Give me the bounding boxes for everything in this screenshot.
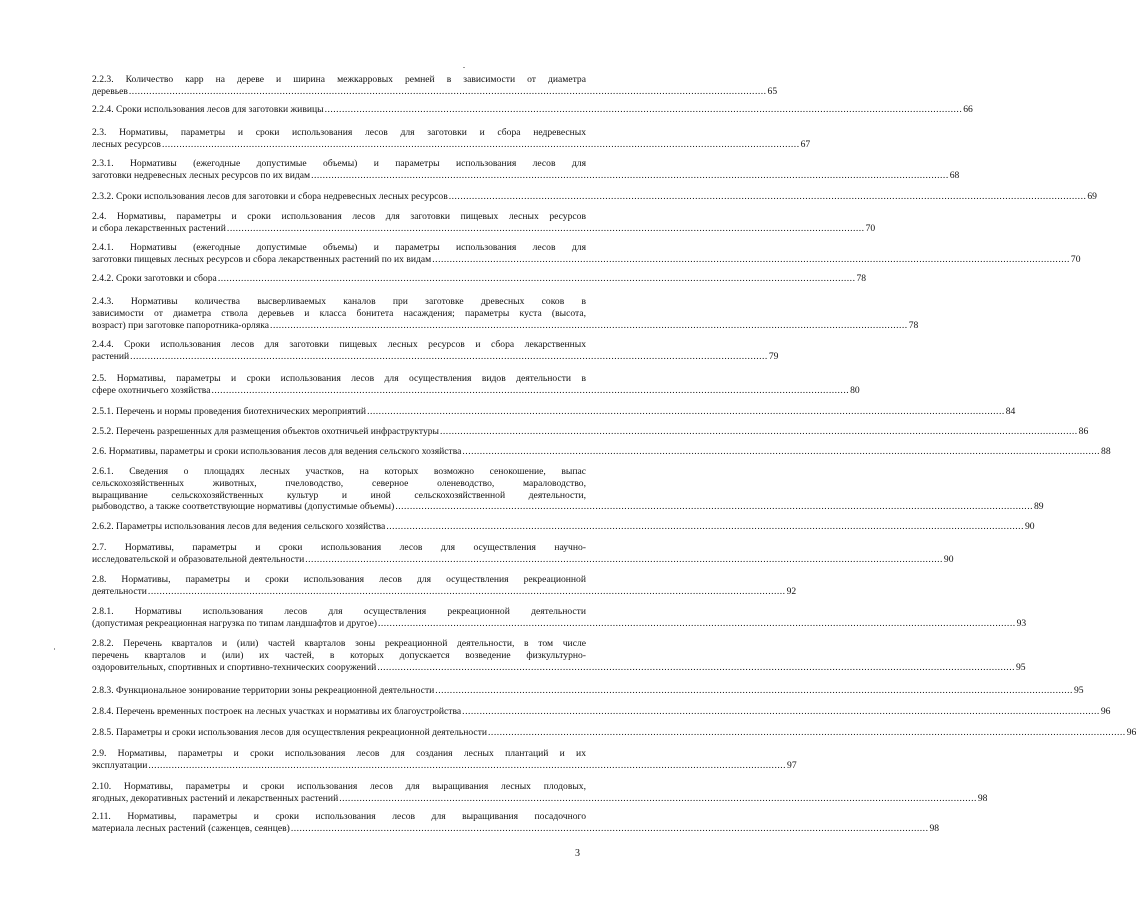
toc-line-last (92, 446, 1111, 458)
toc-entry (92, 406, 1016, 418)
toc-line: 2.9. Нормативы, параметры и сроки использования лесов для создания лесных плантаций и их (92, 748, 586, 759)
dot-leader: ............................................................................................................................................................................................................................ (305, 553, 943, 565)
toc-entry (92, 191, 1097, 203)
toc-line-last (92, 822, 940, 835)
dot-leader: ............................................................................................................................................................................................................................ (367, 406, 1005, 417)
toc-line-last (92, 617, 1027, 630)
toc-line-last (92, 553, 954, 566)
toc-line: зависимости от диаметра ствола деревьев и класса бонитета насаждения; параметры куста (высота, (92, 307, 586, 319)
dot-leader: ............................................................................................................................................................................................................................ (226, 222, 865, 234)
toc-page-number: 78 (908, 319, 919, 331)
toc-page-number: 88 (1101, 446, 1111, 457)
dot-leader: ............................................................................................................................................................................................................................ (395, 501, 1033, 513)
dot-leader: ............................................................................................................................................................................................................................ (128, 85, 767, 97)
toc-line: 2.3.1. Нормативы (ежегодные допустимые объемы) и параметры использования лесов для (92, 158, 586, 169)
toc-entry (92, 296, 919, 331)
dot-leader: ............................................................................................................................................................................................................................ (432, 253, 1070, 265)
toc-line: 2.3.2. Сроки использования лесов для заготовки и сбора недревесных лесных ресурсов (92, 191, 448, 202)
toc-page-number: 68 (949, 169, 960, 181)
scan-speck (463, 67, 465, 68)
toc-line: деятельности (92, 585, 147, 597)
dot-leader: ............................................................................................................................................................................................................................ (311, 169, 949, 181)
toc-entry (92, 748, 797, 772)
toc-line-last (92, 406, 1016, 418)
dot-leader: ............................................................................................................................................................................................................................ (462, 446, 1101, 457)
dot-leader: ............................................................................................................................................................................................................................ (324, 104, 963, 115)
toc-line: эксплуатации (92, 759, 148, 771)
toc-page-number: 86 (1078, 426, 1089, 437)
dot-leader: ............................................................................................................................................................................................................................ (339, 792, 977, 804)
toc-line: 2.2.4. Сроки использования лесов для заготовки живицы (92, 104, 324, 115)
toc-line: 2.5.1. Перечень и нормы проведения биотехнических мероприятий (92, 406, 367, 417)
toc-line: оздоровительных, спортивных и спортивно-технических сооружений (92, 661, 377, 673)
toc-page-number: 80 (850, 384, 860, 396)
toc-line-last (92, 521, 1035, 533)
toc-line: 2.5.2. Перечень разрешенных для размещения объектов охотничьей инфраструктуры (92, 426, 439, 437)
dot-leader: ............................................................................................................................................................................................................................ (440, 426, 1078, 437)
toc-line: 2.8.5. Параметры и сроки использования лесов для осуществления рекреационной деятельности (92, 727, 488, 738)
toc-line-last (92, 222, 876, 235)
toc-entry (92, 74, 778, 98)
dot-leader: ............................................................................................................................................................................................................................ (488, 727, 1126, 738)
toc-line: и сбора лекарственных растений (92, 222, 226, 234)
toc-entry (92, 466, 1044, 513)
dot-leader: ............................................................................................................................................................................................................................ (377, 661, 1015, 673)
dot-leader: ............................................................................................................................................................................................................................ (462, 706, 1100, 717)
toc-line: 2.8.1. Нормативы использования лесов для осуществления рекреационной деятельности (92, 606, 586, 617)
dot-leader: ............................................................................................................................................................................................................................ (290, 822, 929, 834)
toc-entry (92, 727, 1136, 739)
toc-line-last (92, 104, 973, 116)
toc-page-number: 98 (929, 822, 940, 834)
toc-page-number: 78 (856, 273, 867, 284)
toc-line: 2.6.2. Параметры использования лесов для ведения сельского хозяйства (92, 521, 386, 532)
toc-line-last (92, 384, 860, 397)
toc-line: материала лесных растений (саженцев, сеянцев) (92, 822, 290, 834)
toc-line: 2.8.3. Функциональное зонирование территории зоны рекреационной деятельности (92, 685, 435, 696)
toc-page-number: 70 (865, 222, 876, 234)
toc-line-last (92, 253, 1081, 266)
toc-entry (92, 127, 811, 151)
dot-leader: ............................................................................................................................................................................................................................ (161, 138, 800, 150)
dot-leader: ............................................................................................................................................................................................................................ (217, 273, 856, 284)
toc-line: деревьев (92, 85, 128, 97)
toc-entry (92, 242, 1081, 266)
toc-page-number: 97 (787, 759, 797, 771)
toc-line-last (92, 138, 811, 151)
toc-page-number: 67 (800, 138, 811, 150)
toc-entry (92, 104, 973, 116)
dot-leader: ............................................................................................................................................................................................................................ (386, 521, 1024, 532)
dot-leader: ............................................................................................................................................................................................................................ (435, 685, 1073, 696)
toc-entry (92, 638, 1026, 673)
toc-page-number: 90 (1024, 521, 1035, 532)
toc-entry (92, 706, 1111, 718)
toc-entry (92, 542, 954, 566)
toc-line-last (92, 191, 1097, 203)
toc-page-number: 69 (1087, 191, 1097, 202)
toc-line: 2.7. Нормативы, параметры и сроки использования лесов для осуществления научно- (92, 542, 586, 553)
toc-entry (92, 606, 1027, 630)
dot-leader: ............................................................................................................................................................................................................................ (130, 350, 768, 362)
toc-entry (92, 158, 960, 182)
toc-entry (92, 685, 1084, 697)
toc-line: 2.3. Нормативы, параметры и сроки использования лесов для заготовки и сбора недревесных (92, 127, 586, 138)
toc-line-last (92, 661, 1026, 674)
toc-line: сфере охотничьего хозяйства (92, 384, 211, 396)
toc-page-number: 95 (1073, 685, 1084, 696)
toc-line: рыбоводство, а также соответствующие нормативы (допустимые объемы) (92, 501, 395, 513)
toc-line: исследовательской и образовательной деятельности (92, 553, 305, 565)
toc-line: выращивание сельскохозяйственных культур и иной сельскохозяйственной деятельности, (92, 489, 586, 501)
toc-line: (допустимая рекреационная нагрузка по типам ландшафтов и другое) (92, 617, 377, 629)
toc-page-number: 90 (943, 553, 954, 565)
toc-entry (92, 446, 1111, 458)
toc-page-number: 92 (786, 585, 797, 597)
toc-line: 2.4.1. Нормативы (ежегодные допустимые объемы) и параметры использования лесов для (92, 242, 586, 253)
toc-page-number: 93 (1016, 617, 1027, 629)
toc-page-number: 96 (1100, 706, 1111, 717)
toc-page-number: 96 (1126, 727, 1136, 738)
toc-line-last (92, 759, 797, 772)
dot-leader: ............................................................................................................................................................................................................................ (377, 617, 1016, 629)
toc-line: 2.4.3. Нормативы количества высверливаемых каналов при заготовке древесных соков в (92, 296, 586, 307)
toc-line-last (92, 319, 919, 332)
dot-leader: ............................................................................................................................................................................................................................ (448, 191, 1087, 202)
toc-entry (92, 781, 988, 805)
dot-leader: ............................................................................................................................................................................................................................ (147, 585, 786, 597)
dot-leader: ............................................................................................................................................................................................................................ (270, 319, 908, 331)
toc-line-last (92, 426, 1089, 438)
toc-line: 2.10. Нормативы, параметры и сроки использования лесов для выращивания лесных плодовых, (92, 781, 586, 792)
toc-page-number: 65 (767, 85, 778, 97)
toc-line-last (92, 727, 1136, 739)
toc-line-last (92, 273, 867, 285)
toc-page-number: 70 (1070, 253, 1081, 265)
toc-line-last (92, 706, 1111, 718)
toc-line: заготовки пищевых лесных ресурсов и сбора лекарственных растений по их видам (92, 253, 432, 265)
toc-line: 2.6.1. Сведения о площадях лесных участков, на которых возможно сенокошение, выпас (92, 466, 586, 477)
toc-page-number: 89 (1033, 501, 1044, 513)
toc-line-last (92, 585, 797, 598)
toc-line-last (92, 85, 778, 98)
toc-entry (92, 273, 867, 285)
toc-line: 2.8. Нормативы, параметры и сроки использования лесов для осуществления рекреационной (92, 574, 586, 585)
toc-page-number: 79 (768, 350, 779, 362)
scan-speck (54, 648, 55, 650)
toc-entry (92, 373, 860, 397)
page-number: 3 (575, 848, 580, 859)
toc-page-number: 95 (1015, 661, 1026, 673)
toc-line: ягодных, декоративных растений и лекарственных растений (92, 792, 339, 804)
toc-entry (92, 811, 940, 835)
toc-line-last (92, 350, 779, 363)
toc-entry (92, 339, 779, 363)
toc-line: 2.6. Нормативы, параметры и сроки использования лесов для ведения сельского хозяйства (92, 446, 462, 457)
toc-page-number: 66 (963, 104, 973, 115)
toc-line: лесных ресурсов (92, 138, 161, 150)
toc-line: перечень кварталов и (или) их частей, в которых допускается возведение физкультурно- (92, 649, 586, 661)
toc-line-last (92, 169, 960, 182)
toc-line: 2.11. Нормативы, параметры и сроки использования лесов для выращивания посадочного (92, 811, 586, 822)
toc-line: 2.4.4. Сроки использования лесов для заготовки пищевых лесных ресурсов и сбора лекарственных (92, 339, 586, 350)
toc-page-number: 98 (977, 792, 988, 804)
dot-leader: ............................................................................................................................................................................................................................ (211, 384, 850, 396)
toc-line: заготовки недревесных лесных ресурсов по их видам (92, 169, 311, 181)
toc-line-last (92, 501, 1044, 513)
toc-line-last (92, 685, 1084, 697)
toc-line: 2.5. Нормативы, параметры и сроки использования лесов для осуществления видов деятельности в (92, 373, 586, 384)
dot-leader: ............................................................................................................................................................................................................................ (148, 759, 787, 771)
toc-line: 2.8.4. Перечень временных построек на лесных участках и нормативы их благоустройства (92, 706, 462, 717)
toc-entry (92, 426, 1089, 438)
toc-line: 2.4. Нормативы, параметры и сроки использования лесов для заготовки пищевых лесных ресурсов (92, 211, 586, 222)
toc-line-last (92, 792, 988, 805)
toc-line: возраст) при заготовке папоротника-орляка (92, 319, 270, 331)
toc-page-number: 84 (1005, 406, 1016, 417)
toc-entry (92, 521, 1035, 533)
toc-line: 2.2.3. Количество карр на дереве и ширина межкарровых ремней в зависимости от диаметра (92, 74, 586, 85)
toc-line: сельскохозяйственных животных, пчеловодство, северное оленеводство, мараловодство, (92, 477, 586, 489)
toc-line: 2.8.2. Перечень кварталов и (или) частей кварталов зоны рекреационной деятельности, в том числе (92, 638, 586, 649)
toc-entry (92, 574, 797, 598)
toc-line: растений (92, 350, 130, 362)
toc-line: 2.4.2. Сроки заготовки и сбора (92, 273, 217, 284)
toc-entry (92, 211, 876, 235)
